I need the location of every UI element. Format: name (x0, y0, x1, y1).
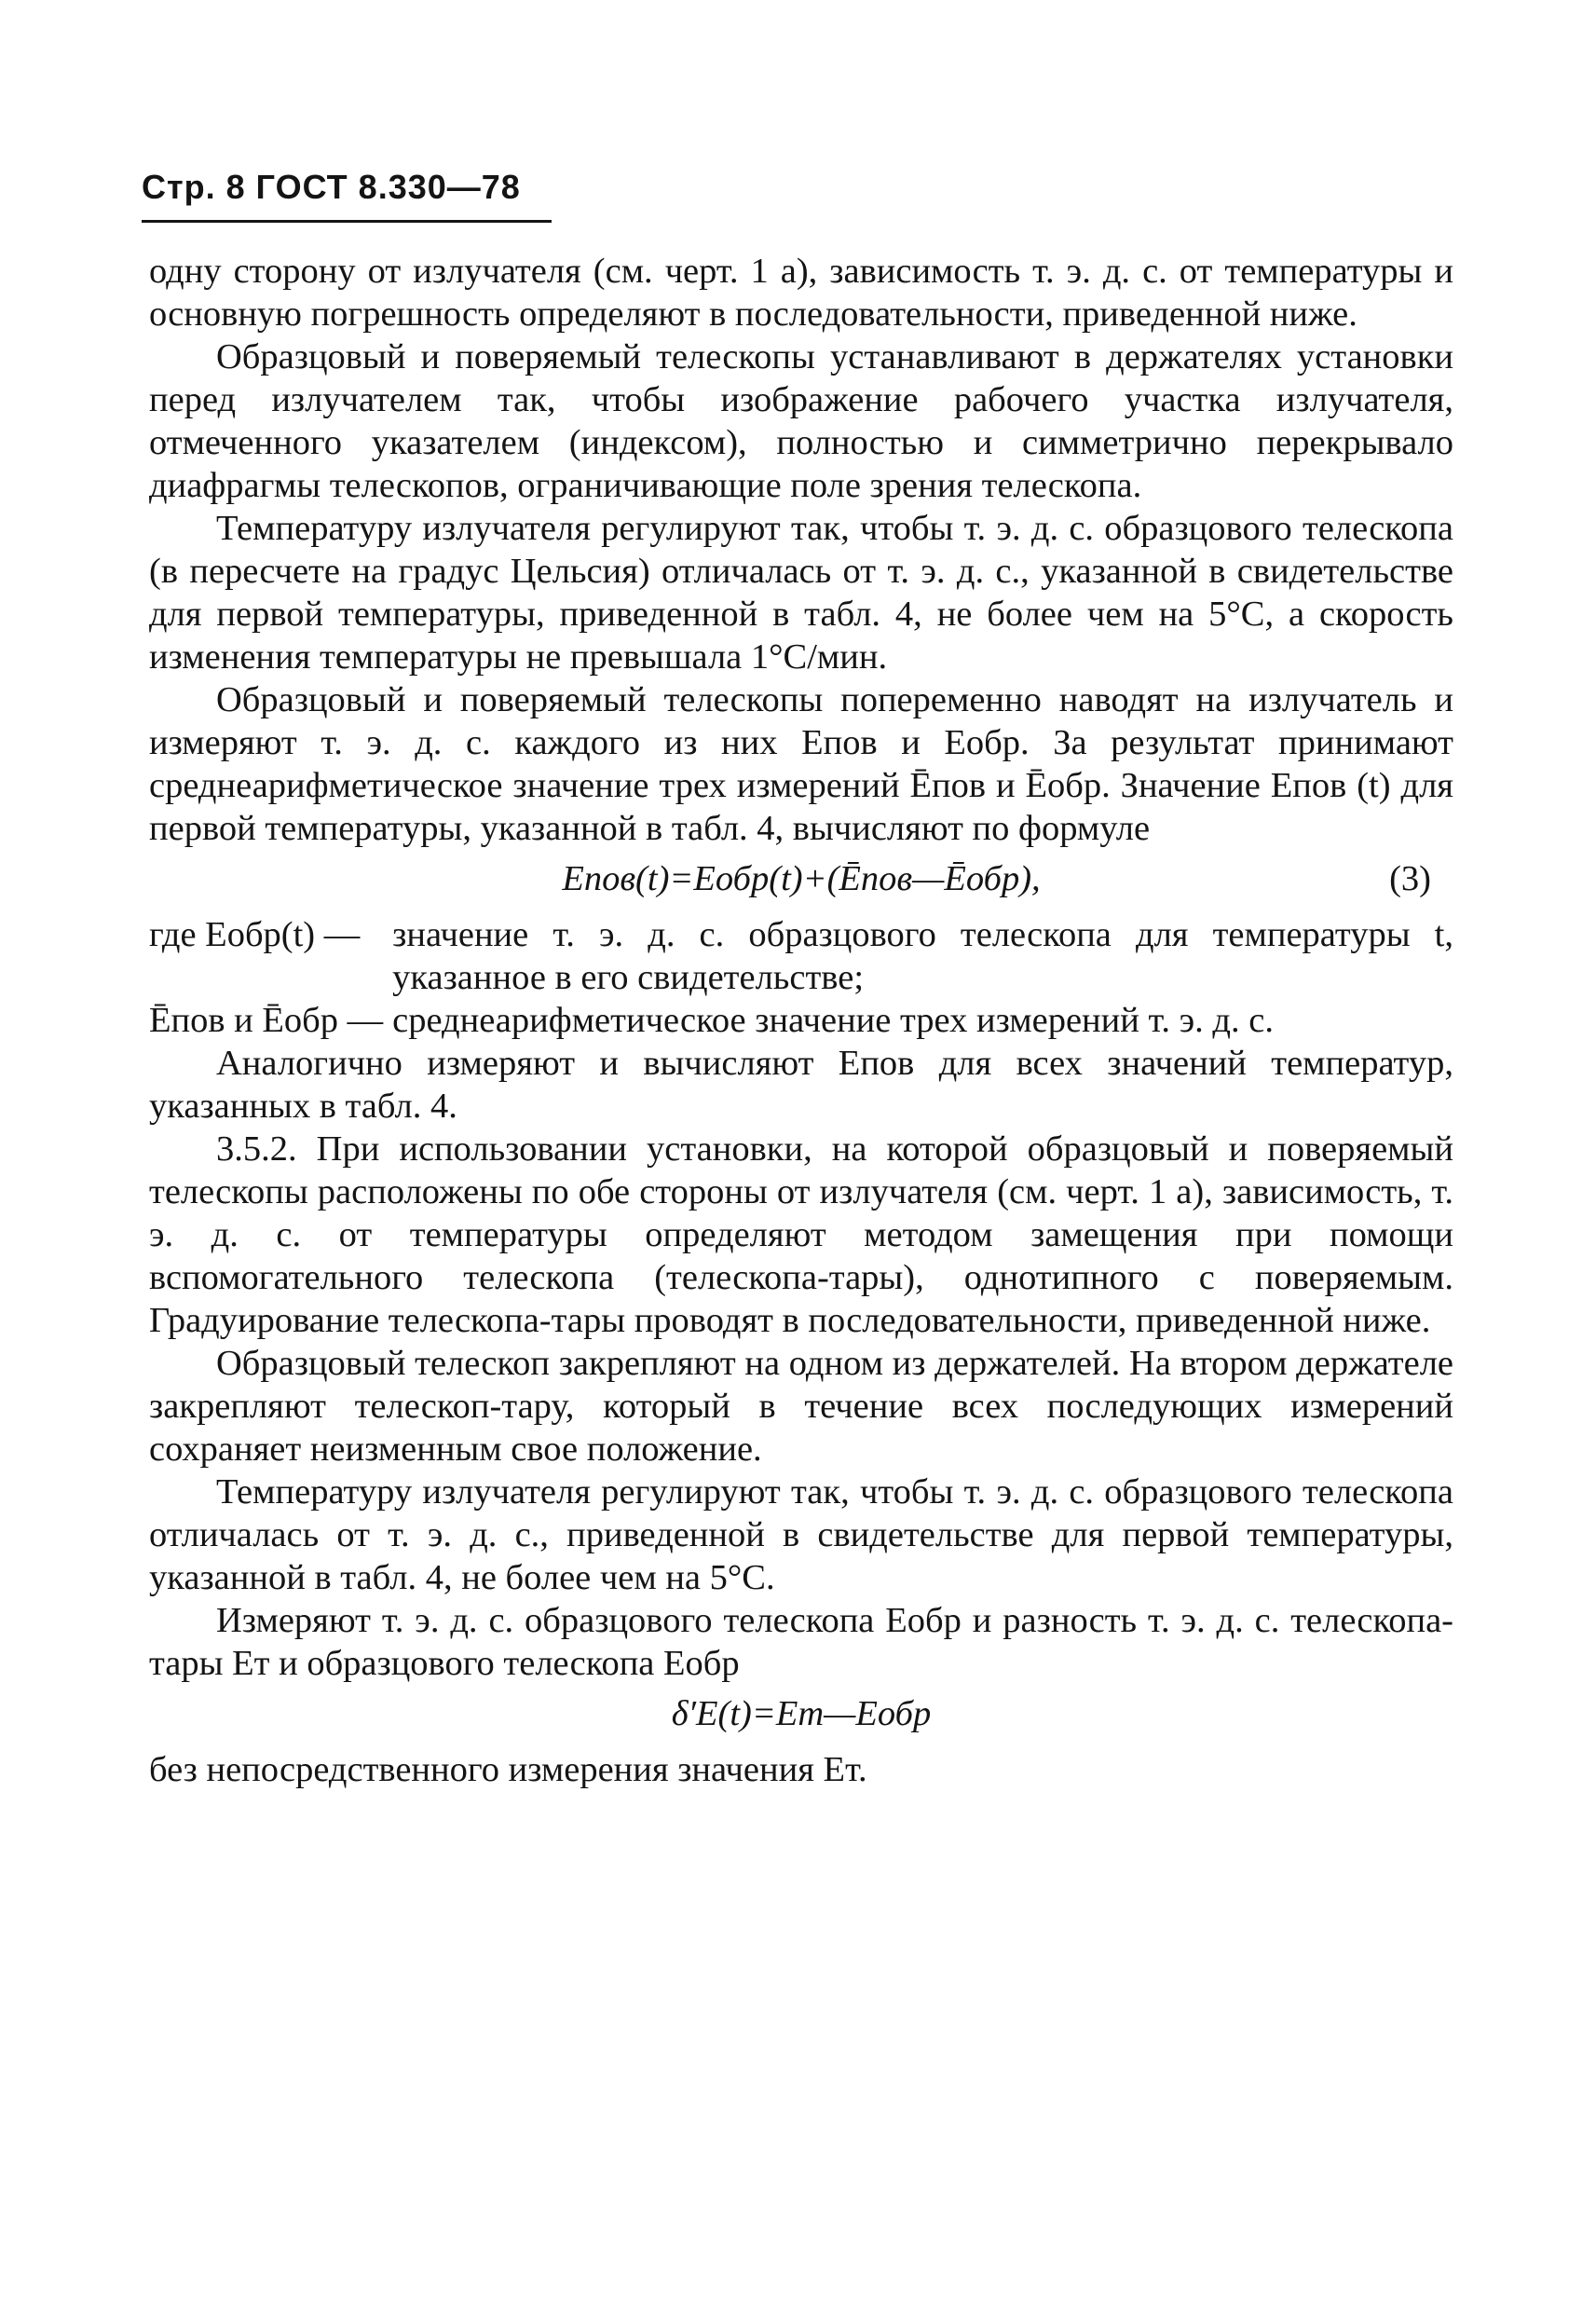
paragraph: Аналогично измеряют и вычисляют Eпов для всех значений температур, указанных в табл. 4. (149, 1044, 1453, 1126)
paragraph: Образцовый телескоп закрепляют на одном из держателей. На втором держателе закрепляют телескоп-тару, который в течение всех последующих измерений сохраняет неизменным свое положение. (149, 1344, 1453, 1469)
formula-4 (149, 1692, 1453, 1741)
header-rule (142, 220, 552, 223)
definition-row (149, 999, 1453, 1042)
definition-symbol: Ēпов и Ēобр — (149, 1001, 384, 1040)
formula-3-number: (3) (1389, 859, 1431, 898)
definition-text: среднеарифметическое значение трех измерений т. э. д. с. (392, 1001, 1274, 1040)
definition-text: значение т. э. д. с. образцового телескопа для температуры t, указанное в его свидетельстве; (392, 915, 1453, 997)
formula-3 (149, 857, 1453, 906)
paragraph: Образцовый и поверяемый телескопы попеременно наводят на излучатель и измеряют т. э. д. с. каждого из них Eпов и Eобр. За результат принимают среднеарифметическое значение трех измерений Ēпов и Ēобр. Значение Eпов (t) для первой температуры, указанной в табл. 4, вычисляют по формуле (149, 680, 1453, 848)
definition-symbol: где Eобр(t) — (149, 915, 361, 954)
paragraph: Температуру излучателя регулируют так, чтобы т. э. д. с. образцового телескопа (в пересчете на градус Цельсия) отличалась от т. э. д. с., указанной в свидетельстве для первой температуры, приведенной в табл. 4, не более чем на 5°С, а скорость изменения температуры не превышала 1°С/мин. (149, 509, 1453, 677)
definition-row (149, 913, 1453, 999)
body-text (149, 250, 1453, 1791)
formula-4-text: δ′E(t)=Eт—Eобр (671, 1694, 932, 1733)
paragraph: 3.5.2. При использовании установки, на которой образцовый и поверяемый телескопы расположены по обе стороны от излучателя (см. черт. 1 а), зависимость, т. э. д. с. от температуры определяют методом замещения при помощи вспомогательного телескопа (телескопа-тары), однотипного с поверяемым. Градуирование телескопа-тары проводят в последовательности, приведенной ниже. (149, 1129, 1453, 1340)
paragraph: Измеряют т. э. д. с. образцового телескопа Eобр и разность т. э. д. с. телескопа-тары Eт и образцового телескопа Eобр (149, 1601, 1453, 1683)
paragraph: Температуру излучателя регулируют так, чтобы т. э. д. с. образцового телескопа отличалась от т. э. д. с., приведенной в свидетельстве для первой температуры, указанной в табл. 4, не более чем на 5°С. (149, 1472, 1453, 1597)
paragraph: одну сторону от излучателя (см. черт. 1 а), зависимость т. э. д. с. от температуры и основную погрешность определяют в последовательности, приведенной ниже. (149, 252, 1453, 334)
definitions (149, 913, 1453, 1042)
paragraph: Образцовый и поверяемый телескопы устанавливают в держателях установки перед излучателем так, чтобы изображение рабочего участка излучателя, отмеченного указателем (индексом), полностью и симметрично перекрывало диафрагмы телескопов, ограничивающие поле зрения телескопа. (149, 337, 1453, 505)
page-header: Стр. 8 ГОСТ 8.330—78 (142, 168, 521, 206)
paragraph: без непосредственного измерения значения Eт. (149, 1750, 867, 1789)
formula-3-text: Eпов(t)=Eобр(t)+(Ēпов—Ēобр), (562, 859, 1041, 898)
